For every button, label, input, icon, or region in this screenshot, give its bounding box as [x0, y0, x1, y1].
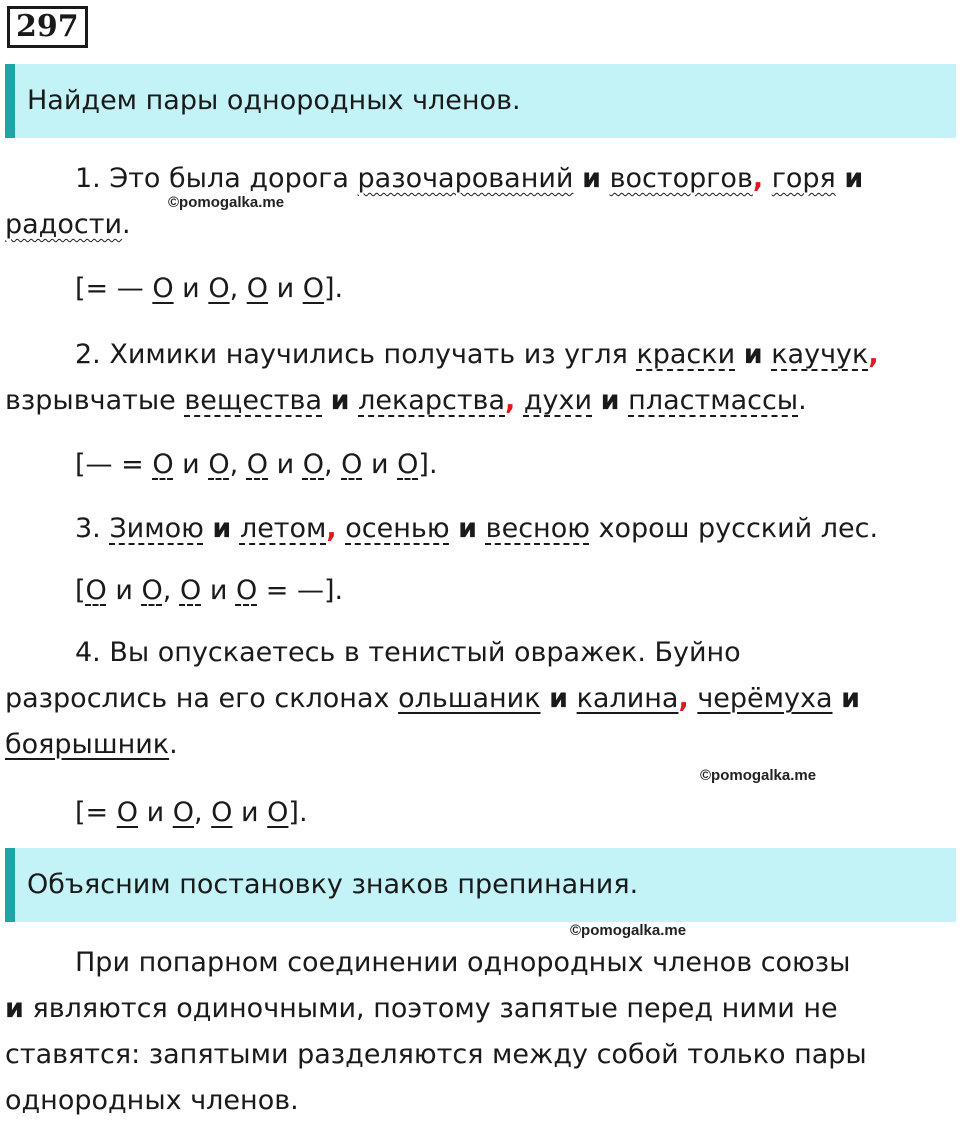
scheme-4	[5, 790, 960, 836]
sentence-4-cont2	[5, 722, 925, 768]
red-comma: ,	[505, 385, 516, 416]
scheme-o: О	[116, 797, 139, 828]
period: .	[169, 729, 178, 760]
conjunction: и	[844, 163, 864, 194]
conjunction: и	[5, 993, 24, 1024]
homogeneous-word: весною	[485, 513, 590, 544]
sentence-2-cont	[5, 378, 925, 424]
homogeneous-word: Зимою	[109, 513, 204, 544]
scheme-text: ].	[324, 273, 344, 304]
red-comma: ,	[752, 163, 764, 194]
scheme-text: и	[268, 449, 303, 480]
sentence-4-cont	[5, 676, 925, 722]
scheme-o: О	[302, 273, 324, 304]
scheme-text: ,	[324, 449, 342, 480]
scheme-text: [	[75, 575, 86, 606]
scheme-o: О	[141, 575, 163, 606]
scheme-text: и	[138, 797, 173, 828]
period: .	[798, 385, 807, 416]
sentence-text: 2. Химики научились получать из угля	[75, 339, 637, 370]
red-comma: ,	[678, 683, 689, 714]
conjunction: и	[549, 683, 569, 714]
scheme-o: О	[211, 797, 233, 828]
scheme-text: и	[268, 273, 303, 304]
scheme-text: и	[232, 797, 268, 828]
scheme-text: ].	[288, 797, 308, 828]
watermark: ©pomogalka.me	[570, 922, 687, 939]
scheme-o: О	[341, 449, 363, 480]
homogeneous-word: горя	[771, 163, 836, 194]
homogeneous-word: восторгов	[609, 163, 753, 194]
homogeneous-word: вещества	[184, 385, 322, 416]
homogeneous-word: черёмуха	[697, 683, 833, 714]
explanation-line-4: однородных членов.	[5, 1085, 299, 1116]
sentence-text: разрослись на его склонах	[5, 683, 399, 714]
scheme-text: и	[173, 273, 209, 304]
watermark: ©pomogalka.me	[700, 767, 817, 784]
conjunction: и	[600, 385, 620, 416]
explanation-text: являются одиночными, поэтому запятые перед ними не	[23, 993, 838, 1024]
homogeneous-word: боярышник	[5, 729, 170, 760]
watermark: ©pomogalka.me	[168, 194, 285, 211]
homogeneous-word: краски	[636, 339, 736, 370]
scheme-2	[5, 442, 960, 488]
scheme-o: О	[208, 273, 230, 304]
explanation-line-1: При попарном соединении однородных членов союзы	[75, 947, 851, 978]
scheme-text: [— =	[75, 449, 153, 480]
sentence-text: 1. Это была дорога	[75, 163, 358, 194]
scheme-o: О	[302, 449, 324, 480]
conjunction: и	[841, 683, 861, 714]
homogeneous-word: радости	[5, 209, 122, 240]
sentence-text: 3.	[75, 513, 110, 544]
scheme-o: О	[235, 575, 258, 606]
sentence-1-cont	[5, 202, 925, 248]
sentence-3	[5, 506, 960, 552]
scheme-o: О	[152, 273, 174, 304]
scheme-o: О	[208, 449, 230, 480]
homogeneous-word: пластмассы	[628, 385, 799, 416]
section-heading-find: Найдем пары однородных членов.	[5, 64, 956, 138]
scheme-o: О	[179, 575, 202, 606]
conjunction: и	[212, 513, 232, 544]
scheme-text: [= —	[75, 273, 153, 304]
sentence-4: 4. Вы опускаетесь в тенистый овражек. Буйно	[75, 637, 741, 668]
homogeneous-word: каучук	[771, 339, 869, 370]
scheme-3	[5, 568, 960, 614]
explanation-line-3: ставятся: запятыми разделяются между собой только пары	[5, 1039, 867, 1070]
scheme-o: О	[267, 797, 289, 828]
homogeneous-word: летом	[239, 513, 327, 544]
scheme-text: ,	[162, 575, 180, 606]
sentence-1	[5, 156, 960, 202]
scheme-text: и	[173, 449, 209, 480]
homogeneous-word: лекарства	[358, 385, 506, 416]
scheme-o: О	[246, 449, 269, 480]
scheme-text: ,	[229, 449, 247, 480]
conjunction: и	[743, 339, 763, 370]
scheme-o: О	[172, 797, 194, 828]
homogeneous-word: духи	[523, 385, 593, 416]
scheme-o: О	[246, 273, 269, 304]
homogeneous-word: ольшаник	[398, 683, 541, 714]
homogeneous-word: разочарований	[357, 163, 574, 194]
scheme-o: О	[85, 575, 107, 606]
scheme-o: О	[152, 449, 174, 480]
sentence-2	[5, 332, 960, 378]
scheme-text: и	[362, 449, 398, 480]
scheme-text: ,	[229, 273, 247, 304]
homogeneous-word: калина	[576, 683, 679, 714]
conjunction: и	[330, 385, 350, 416]
red-comma: ,	[868, 339, 879, 370]
scheme-1	[5, 266, 960, 312]
scheme-text: и	[106, 575, 142, 606]
conjunction: и	[458, 513, 478, 544]
sentence-text: взрывчатые	[5, 385, 185, 416]
scheme-text: ].	[418, 449, 438, 480]
conjunction: и	[582, 163, 601, 194]
scheme-text: = —].	[257, 575, 344, 606]
scheme-text: ,	[194, 797, 212, 828]
exercise-number: 297	[7, 6, 88, 48]
homogeneous-word: осенью	[345, 513, 450, 544]
scheme-text: и	[201, 575, 236, 606]
sentence-text: хорош русский лес.	[589, 513, 879, 544]
scheme-text: [=	[75, 797, 117, 828]
explanation-line-2	[5, 986, 925, 1032]
section-heading-explain: Объясним постановку знаков препинания.	[5, 848, 956, 922]
period: .	[122, 209, 131, 240]
scheme-o: О	[397, 449, 419, 480]
red-comma: ,	[326, 513, 337, 544]
